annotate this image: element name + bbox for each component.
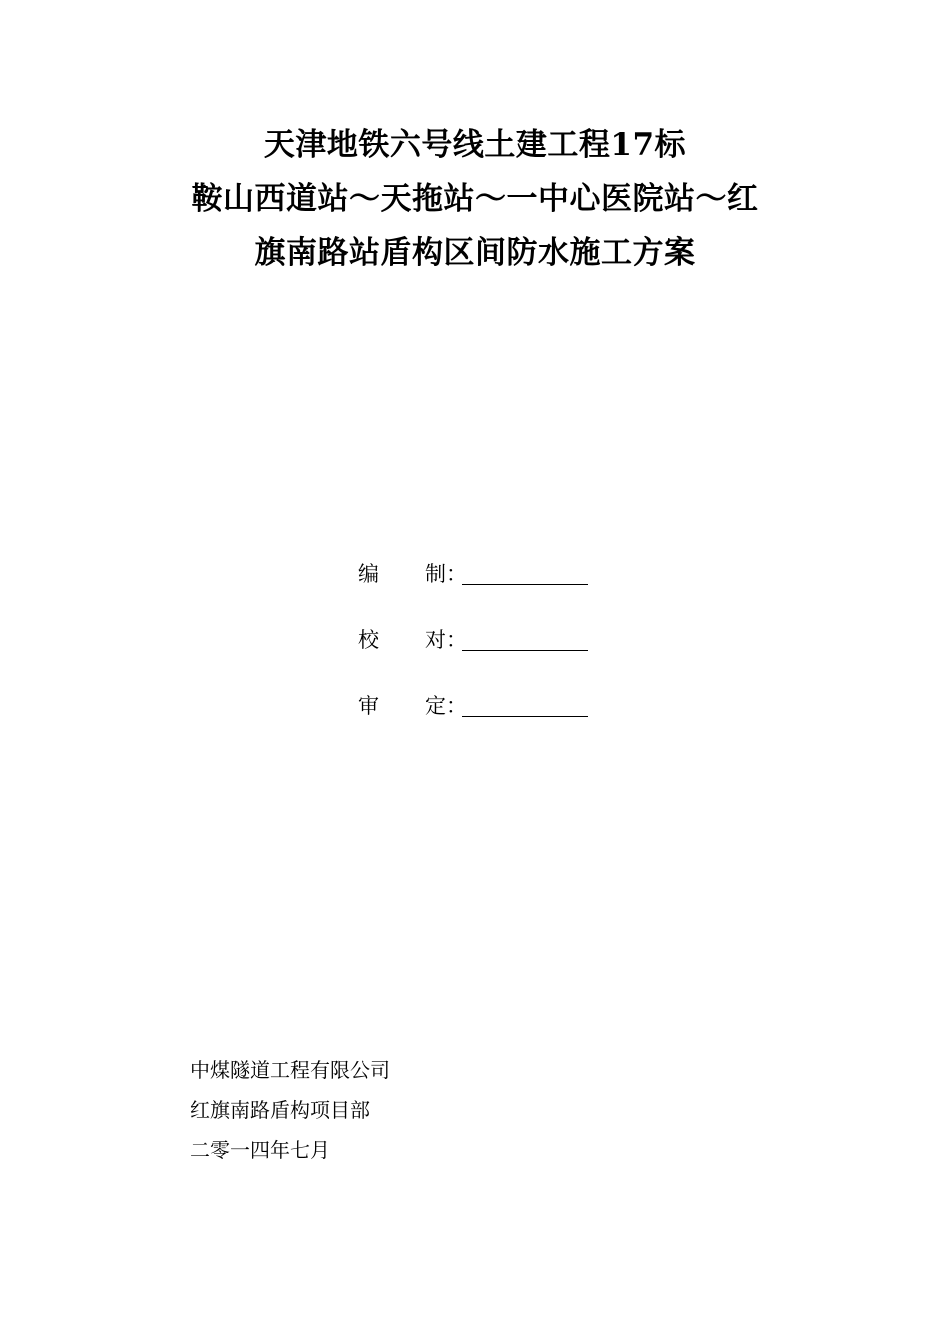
issue-date: 二零一四年七月 bbox=[190, 1138, 330, 1162]
title-line-1: 天津地铁六号线土建工程17标 bbox=[263, 127, 687, 163]
signature-row-compile bbox=[358, 540, 618, 606]
signature-label-char: 审 bbox=[358, 694, 379, 718]
signature-label-char: 定 bbox=[425, 694, 446, 718]
document-title bbox=[0, 118, 950, 280]
signature-colon: ： bbox=[446, 694, 467, 718]
department-name: 红旗南路盾构项目部 bbox=[190, 1098, 370, 1122]
signature-label bbox=[358, 690, 446, 720]
signature-label-char: 制 bbox=[425, 562, 446, 586]
signature-blank-line[interactable] bbox=[462, 562, 588, 585]
signature-block bbox=[358, 540, 618, 738]
signature-blank-line[interactable] bbox=[462, 694, 588, 717]
signature-label-char: 对 bbox=[425, 628, 446, 652]
title-line-3: 旗南路站盾构区间防水施工方案 bbox=[254, 235, 696, 271]
signature-label-char: 编 bbox=[358, 562, 379, 586]
signature-label bbox=[358, 558, 446, 588]
company-name: 中煤隧道工程有限公司 bbox=[190, 1058, 390, 1082]
signature-row-approve bbox=[358, 672, 618, 738]
signature-colon: ： bbox=[446, 628, 467, 652]
signature-label-char: 校 bbox=[358, 628, 379, 652]
issuer-block bbox=[190, 1050, 590, 1170]
signature-row-proofread bbox=[358, 606, 618, 672]
signature-blank-line[interactable] bbox=[462, 628, 588, 651]
title-line-2: 鞍山西道站～天拖站～一中心医院站～红 bbox=[191, 181, 759, 217]
signature-colon: ： bbox=[446, 562, 467, 586]
signature-label bbox=[358, 624, 446, 654]
